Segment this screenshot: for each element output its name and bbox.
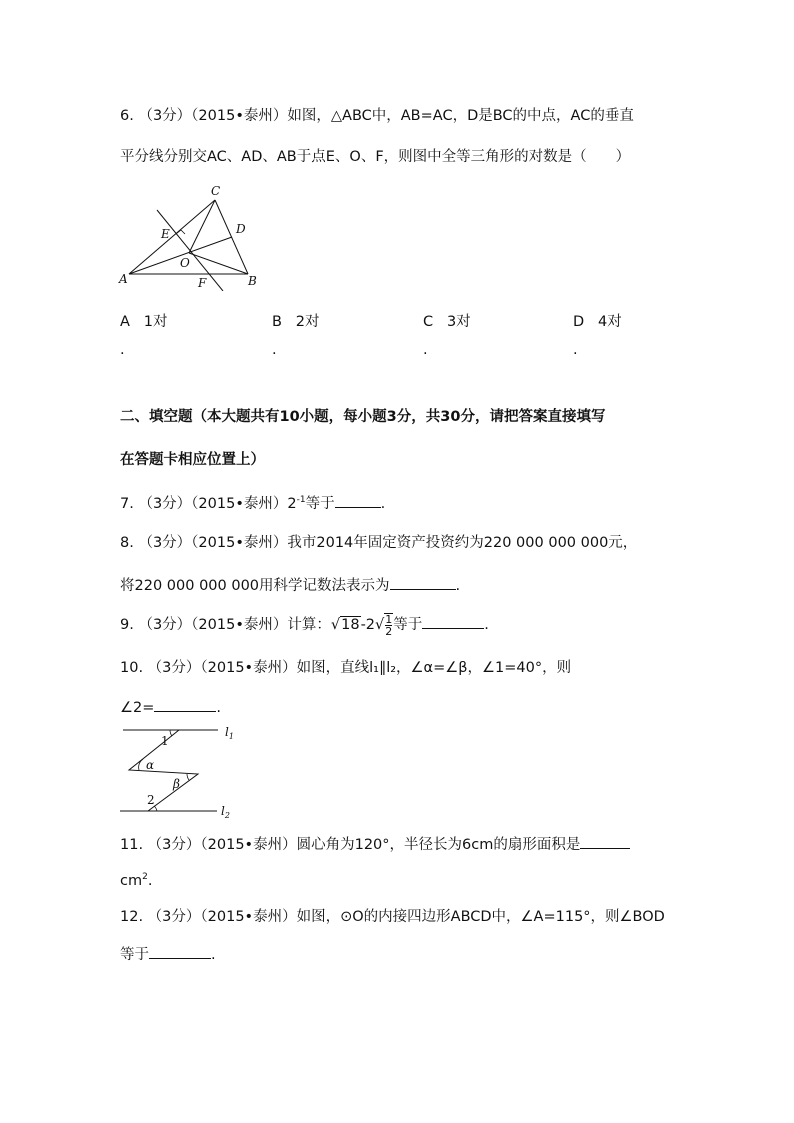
q12-answer-blank[interactable] <box>149 944 211 959</box>
sqrt-half: √ $\frac{1}{2}$ <box>375 613 393 638</box>
q11-answer-blank[interactable] <box>580 834 630 849</box>
q10-label-beta: β <box>173 777 180 791</box>
q6-option-d-dot: . <box>573 342 578 358</box>
section2-heading-line2: 在答题卡相应位置上） <box>120 452 265 468</box>
q6-label-O: O <box>180 256 190 270</box>
q10-line2: ∠2= . <box>120 697 221 718</box>
q12-line2: 等于 . <box>120 944 216 965</box>
q8-answer-blank[interactable] <box>390 575 456 590</box>
q6-option-b: B 2对 <box>272 314 320 330</box>
q7-line: 7. （3分）（2015•泰州）$2^{-1}$等于 . <box>120 495 386 512</box>
q6-label-F: F <box>198 276 207 290</box>
sqrt-18: √18 <box>330 617 360 633</box>
q7-answer-blank[interactable] <box>335 493 381 508</box>
q6-line1: 6. （3分）（2015•泰州）如图，△ABC中，AB=AC，D是BC的中点，AC的垂直 <box>120 108 634 124</box>
q6-label-B: B <box>248 274 257 288</box>
q6-option-c-dot: . <box>423 342 428 358</box>
q9-answer-blank[interactable] <box>422 614 484 629</box>
q10-label-alpha: α <box>146 758 155 772</box>
q10-parallel-lines-figure <box>115 722 265 820</box>
section2-heading-line1: 二、填空题（本大题共有10小题，每小题3分，共30分，请把答案直接填写 <box>120 409 606 425</box>
q6-label-D: D <box>236 222 246 236</box>
q9-line: 9. （3分）（2015•泰州）计算：√18-2√ $\frac{1}{2}$ 等于 . <box>120 613 489 638</box>
q6-option-b-dot: . <box>272 342 277 358</box>
q10-label-1: 1 <box>161 734 169 748</box>
q10-line1: 10. （3分）（2015•泰州）如图，直线l₁∥l₂，∠α=∠β，∠1=40°，则 <box>120 660 572 676</box>
q11-line2: $cm^2$. <box>120 872 153 889</box>
q11-line1: 11. （3分）（2015•泰州）圆心角为120°，半径长为6cm的扇形面积是 <box>120 834 630 855</box>
q6-option-d: D 4对 <box>573 314 622 330</box>
q10-label-2: 2 <box>147 793 155 807</box>
q8-line1: 8. （3分）（2015•泰州）我市2014年固定资产投资约为220 000 000 000元， <box>120 535 638 551</box>
q10-answer-blank[interactable] <box>154 697 216 712</box>
q6-option-c: C 3对 <box>423 314 471 330</box>
q10-label-l2: $l_2$ <box>221 804 230 820</box>
q6-line2: 平分线分别交AC、AD、AB于点E、O、F，则图中全等三角形的对数是（ ） <box>120 149 631 165</box>
q6-label-C: C <box>211 184 221 198</box>
q6-triangle-figure <box>115 183 275 291</box>
q6-option-a-dot: . <box>120 342 125 358</box>
q12-line1: 12. （3分）（2015•泰州）如图，⊙O的内接四边形ABCD中，∠A=115°，则∠BOD <box>120 909 665 925</box>
q6-label-A: A <box>119 272 128 286</box>
q6-option-a: A 1对 <box>120 314 168 330</box>
q8-line2: 将220 000 000 000用科学记数法表示为 . <box>120 575 460 596</box>
q6-label-E: E <box>161 227 170 241</box>
q10-label-l1: $l_1$ <box>225 725 234 741</box>
